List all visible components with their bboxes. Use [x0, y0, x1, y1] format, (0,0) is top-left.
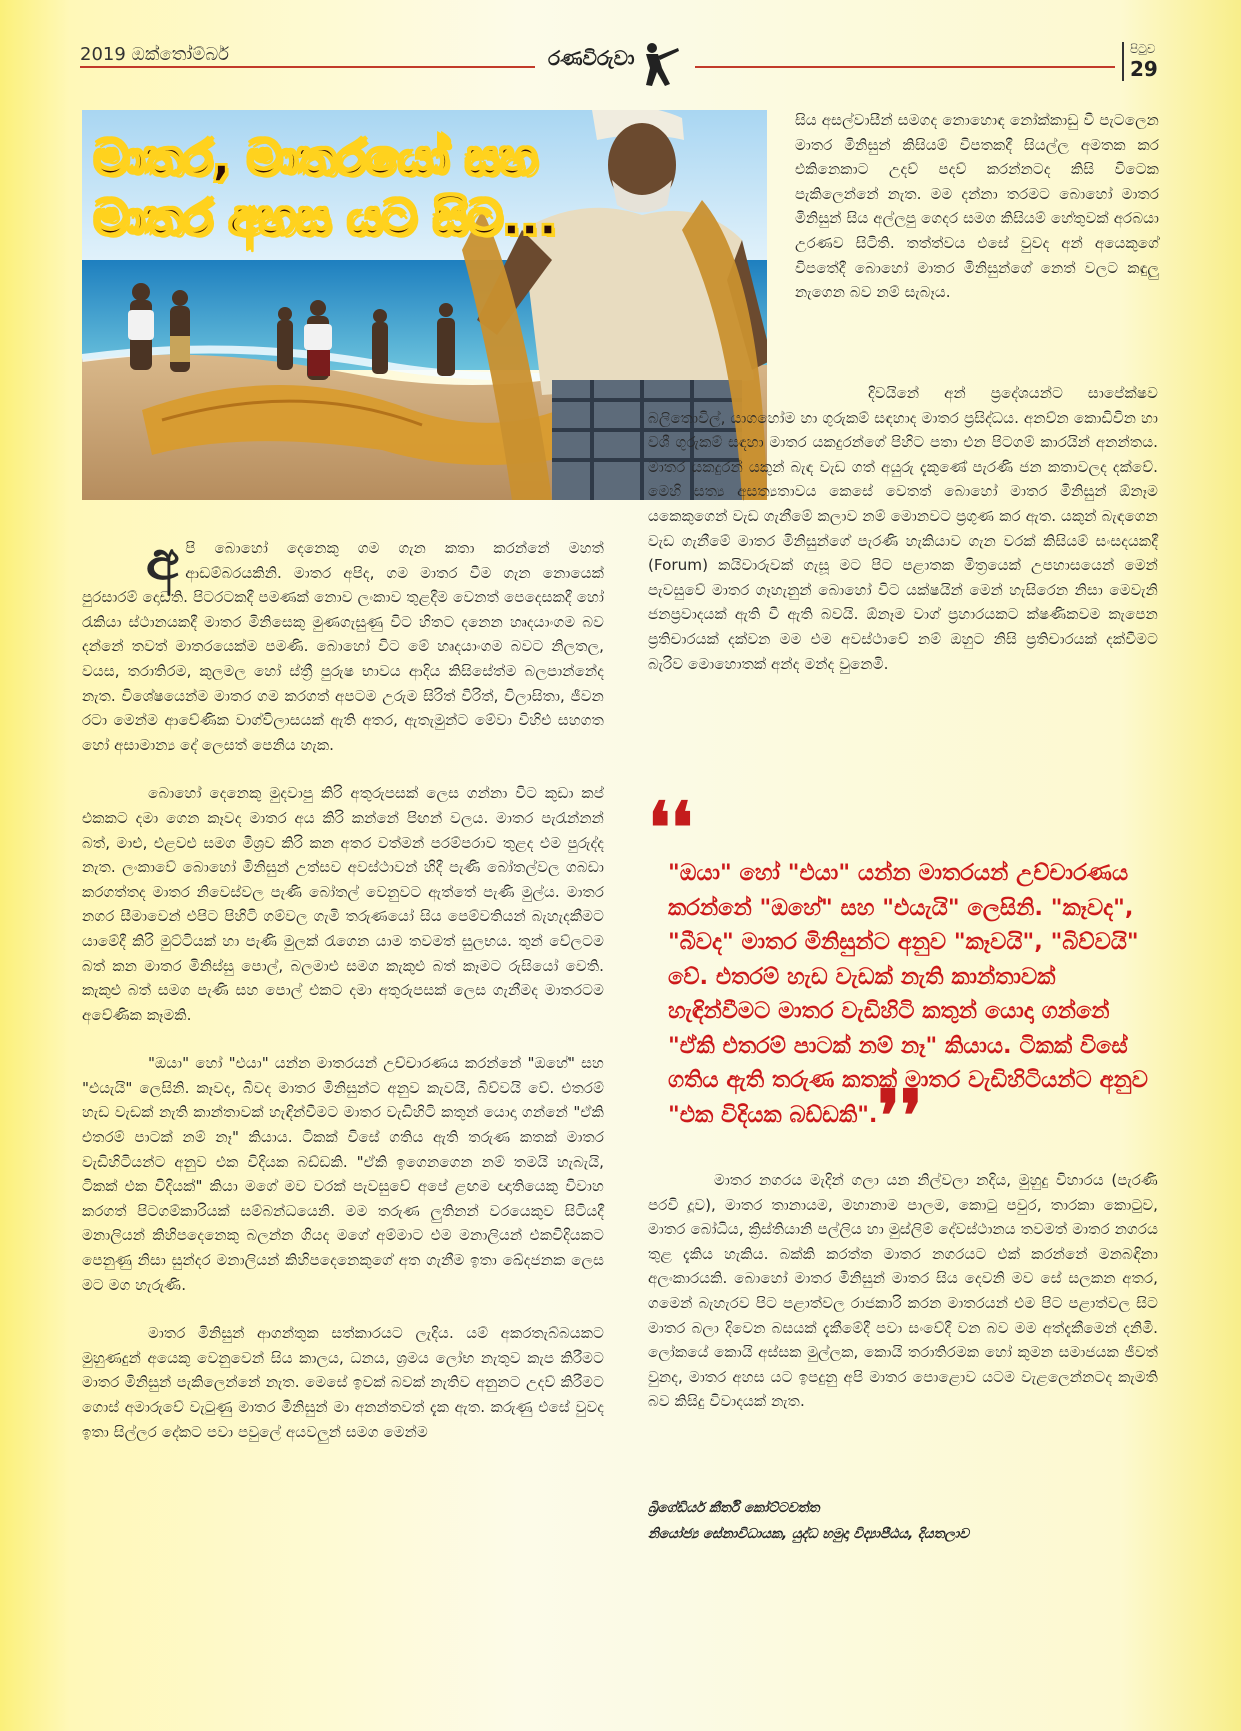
paragraph-text: පි බොහෝ දෙනෙකු ගම ගැන කතා කරන්නේ මහත් ආඩම්බරයකිනි. මාතර අපිද, ගම මාතර වීම ගැන නොයෙක් පුරසාරම් දොඩති. පිටරටකදී පමණක් නොව ලංකාව තුළදීම වෙනත් පෙදෙසකදී හෝ රැකියා ස්ථානයකදී මාතර මිනිසෙකු මුණගැසුණු විට හිතට දනෙන හෘදයාංගම බව දන්නේ තවත් මාතරයෙක්ම පමණි. බොහෝ විට මේ හෘදයාංගම බවට නිලතල, වයස, තරාතිරම, කුලමල හෝ ස්ත්‍රී පුරුෂ භාවය ආදිය කිසිසේත්ම බලපාන්නේද නැත. විශේෂයෙන්ම මාතර ගම කරගත් අපටම උරුම සිරිත් විරිත්, විලාසිතා, ජීවන රටා මෙන්ම ආවේණික වාග්විලාසයක් ඇති අතර, ඇතැමුන්ට මේවා විහිළු සහගත හෝ අසාමාන්‍ය දේ ලෙසත් පෙනිය හැක.	[82, 539, 604, 754]
quote-close-icon: ❜❜	[877, 1073, 923, 1157]
paragraph: මාතර මිනිසුන් ආගන්තුක සත්කාරයට ලැදිය. යම් අකරතැබ්බයකට මුහුණදුන් අයෙකු වෙනුවෙන් සිය කාලය, ධනය, ශ්‍රමය ලෝභ නැතුව කැප කිරීමට මාතර මිනිසුන් පැකිලෙන්නේ නැත. මෙසේ ඉවක් බවක් නැතිව අනුනට උදව් කිරීමට ගොස් අමාරුවේ වැටුණු මාතර මිනිසුන් මා අනන්තවත් දැක ඇත. කරුණු එසේ වුවද ඉතා සිල්ලර දේකට පවා පවුලේ අයවලුන් සමග මෙන්ම	[82, 1324, 604, 1441]
author-title: නියෝජ්‍ය සේනාවිධායක, යුද්ධ හමුදා විද්‍යාපීඨය, දියතලාව	[648, 1526, 970, 1542]
paragraph: මාතර නගරය මැදින් ගලා යන නිල්වලා නදිය, මුහුදු විහාරය (පැරණි පරවි දූව), මාතර තානායම, මහානාම පාලම, කොටු පවුර, තාරකා කොටුව, මාතර බෝධිය, ක්‍රිස්තියානි පල්ලිය හා මුස්ලිම් දේවස්ථානය තවමත් මාතර නගරය තුළ දැකිය හැකිය. බක්කි කරත්ත මාතර නගරයට එක් කරන්නේ මනබඳිනා අලංකාරයකි. බොහෝ මාතර මිනිසුන් මාතර සිය දෙවනි මව සේ සලකන අතර, ගමෙන් බැහැරව පිට පළාත්වල රාජකාරි කරන මාතරයන් එම පිට පළාත්වල සිට මාතර බලා දිවෙන බසයක් දැකීමේදී පවා සංවේදී වන බව මම අත්දැකීමෙන් දනිමි. ලෝකයේ කොයි අස්සක මුල්ලක, කොයි තරාතිරමක හෝ කුමන සමාජයක ජීවත් වුනද, මාතර අහස යට ඉපදුනු අපි මාතර පොළොව යටම වැළලෙන්නටද කැමති බව කිසිදු විවාදයක් නැත.	[648, 1171, 1158, 1411]
author-name: බ්‍රිගේඩියර් කීර්ති කෝට්ටවත්ත	[648, 1500, 820, 1516]
quote-open-icon: ❛❛	[648, 786, 694, 869]
paragraph: සිය අසල්වාසීන් සමගද නොහොඳ නෝක්කාඩු වී පැටලෙන මාතර මිනිසුන් කිසියම් විපතකදී සියල්ල අමතක කර එකිනෙකාට උදව් පදව් කරන්නටද කිසි විටෙක පැකිලෙන්නේ නැත. මම දන්නා තරමට බොහෝ මාතර මිනිසුන් සිය අල්ලපු ගෙදර සමග කිසියම් හේතුවක් අරබයා උරණව සිටිති. තත්ත්වය එසේ වුවද අන් අයෙකුගේ විපතේදී බොහෝ මාතර මිනිසුන්ගේ නෙත් වලට කඳුලු නැගෙන බව නම් සැබෑය.	[795, 111, 1159, 302]
right-column-bottom	[648, 1168, 1158, 1438]
right-column-top	[795, 108, 1159, 329]
page-number-box	[1122, 42, 1170, 81]
header-rule-left	[80, 66, 535, 68]
right-column-middle	[648, 381, 1158, 700]
page-number: 29	[1130, 57, 1158, 81]
left-column	[82, 528, 604, 1468]
magazine-logo: රණවිරුවා	[548, 46, 635, 70]
paragraph: බොහෝ දෙනෙකු මුදවාපු කිරි අතුරුපසක් ලෙස ගන්නා විට කුඩා කප් එකකට දමා ගෙන කෑවද මාතර අය කිරි කන්නේ පිඟන් වලය. මාතර පැරැන්නන් බත්, මාළු, එළවළු සමග මිශ්‍රව කිරි කන අතර වත්මන් පරම්පරාව තුළද එම පුරුද්ද නැත. ලංකාවේ බොහෝ මිනිසුන් උත්සව අවස්ථාවන් හිදී පැණි බෝතල්වල ගබඩා කරගත්තද මාතර නිවෙස්වල පැණි බෝතල් වෙනුවට ඇත්තේ පැණි මුල්ය. මාතර නගර සීමාවෙන් එපිට පිහිටි ගම්වල ගැමි තරුණයෝ සිය පෙම්වතියන් බැහැදකීමට යාමේදී කිරි මුට්ටියක් හා පැණි මුලක් රැගෙන යාම තවමත් සුලභය. තුන් වේලටම බත් කන මාතර මිනිස්සු පොල්, බලමාළු සමග කැකුළු බත් කෑමට රුසියෝ වෙති. කැකුළු බත් සමග පැණි සහ පොල් එකට දමා අතුරුපසක් ලෙස ගැනීමද මාතරටම අවේණික කෑමකි.	[82, 784, 604, 1024]
drop-cap: අ	[146, 528, 180, 592]
paragraph-intro	[82, 528, 604, 757]
paragraph: "ඔයා" හෝ "එයා" යන්න මාතරයන් උච්චාරණය කරන්නේ "ඔහේ" සහ "එයැයි" ලෙසිනි. කෑවද, බීවද මාතර මිනිසුන්ට අනුව කැවයි, බිව්වයි වේ. එතරම් හැඩ වැඩක් නැති කාන්තාවක් හැඳින්වීමට මාතර වැඩිහිටි කතුන් යොදා ගන්නේ "ඒකි එතරම් පාටක් නම් නෑ" කියාය. ටිකක් විසේ ගතිය ඇති තරුණ කතක් මාතර වැඩිහිටියන්ට අනුව එක විදියක බඩ්ඩකි. "ඒකි ඉගෙනගෙන නම් තමයි හැබැයි, ටිකක් එක විදියක්" කියා මගේ මව වරක් පැවසුවේ අපේ ළඟම ඥාතියෙකු විවාහ කරගත් පිටගම්කාරියක් සම්බන්ධයෙනි. මම තරුණ ලුතිනන් වරයෙකුව සිටියදී මනාලියන් කිහිපදෙනෙකු බලන්න ගියද මගේ අම්මාට එම මනාලියන් එකවිදියකට පෙනුණු නිසා සුන්දර මනාලියන් කිහිපදෙනෙකුගේ අත ගැනීම ඉතා ඛේදජනක ලෙස මට මග හැරුණි.	[82, 1054, 604, 1294]
page-label: පිටුව	[1130, 42, 1156, 56]
header-rule-right	[695, 66, 1115, 68]
page-header	[0, 40, 1241, 100]
paragraph: දිවයිනේ අන් ප්‍රදේශයන්ට සාපේක්ෂව බලිතොවිල්, යාගහෝම හා ගුරුකම් සඳහාද මාතර ප්‍රසිද්ධය. අනව්න කොඩිවින හා වශී ගුරුකම් සඳහා මාතර යකදුරන්ගේ පිහිට පතා එන පිටගම් කාරයින් අනන්තය. මාතර යකදුරන් යකුන් බැඳ වැඩ ගත් අයුරු දැකුණේ පැරණි ජන කතාවලද දක්වේ. මෙහි සත්‍ය අසත්‍යතාවය කෙසේ වෙතත් බොහෝ මාතර මිනිසුන් ඕනෑම යකෙකුගෙන් වැඩ ගැනීමේ කලාව නම් මොනවට ප්‍රගුණ කර ඇත. යකුන් බැඳගෙන වැඩ ගැනීමේ මාතර මිනිසුන්ගේ පැරණි හැකියාව ගැන වරක් කිසියම් සංසදයකදී (Forum) කයිවාරුවක් ගැසූ මට පිට පළාතක මිත්‍රයෙක් උපහාසයෙන් මෙන් පැවසුවේ මාතර ගෑහැනුන් බොහෝ විට යක්ෂයින් මෙන් හැසිරෙන නිසා මෙවැනි ජනප්‍රවාදයක් ඇති වී ඇති බවයි. ඕනෑම වාග් ප්‍රහාරයකට ක්ෂණිකවම කැපෙන ප්‍රතිචාරයක් දක්වන මම එම අවස්ථාවේ නම් ඔහුට නිසි ප්‍රතිචාරයක් දක්වීමට බැරිව මොහොතක් අන්ද මන්ද වුනෙමි.	[648, 384, 1158, 673]
pull-quote-body: "ඔයා" හෝ "එයා" යන්න මාතරයන් උච්චාරණය කරන්නේ "ඔහේ" සහ "එයැයි" ලෙසිනි. "කෑවද", "බීවද" මාතර මිනිසුන්ට අනුව "කෑවයි", "බිව්වයි" වේ. එතරම් හැඩ වැඩක් නැති කාන්තාවක් හැඳින්වීමට මාතර වැඩිහිටි කතුන් යොදා ගන්නේ "ඒකි එතරම් පාටක් නම් නෑ" කියාය. ටිකක් විසේ ගතිය ඇති තරුණ කතක් මාතර වැඩිහිටියන්ට අනුව "එක විදියක බඩ්ඩකි".	[668, 860, 1148, 1128]
author-byline	[648, 1495, 1148, 1547]
issue-date: 2019 ඔක්තෝම්බර්	[80, 44, 229, 65]
soldier-icon	[632, 40, 682, 90]
article-title: මාතර, මාතරයෝ සහ මාතර අහස යට සිට...	[94, 130, 558, 246]
pull-quote	[648, 786, 1148, 1157]
pull-quote-text	[668, 856, 1148, 1157]
